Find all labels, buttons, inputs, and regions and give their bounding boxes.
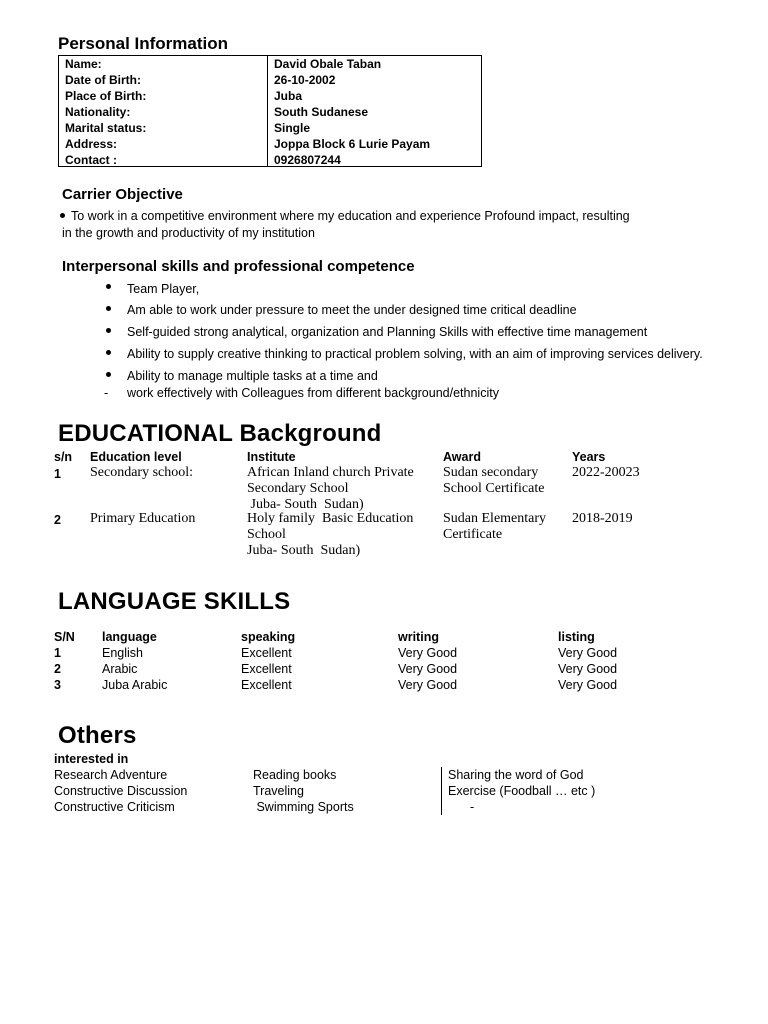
address-label: Address: bbox=[65, 137, 118, 151]
edu-award-line: Certificate bbox=[443, 527, 503, 542]
lang-writing: Very Good bbox=[398, 662, 458, 676]
marital-value: Single bbox=[274, 121, 311, 135]
name-value: David Obale Taban bbox=[274, 57, 382, 71]
objective-line-1: To work in a competitive environment where my education and experience Profound impact, resulting bbox=[71, 209, 630, 223]
table-row bbox=[59, 120, 481, 136]
skill-item: Ability to manage multiple tasks at a time and bbox=[127, 369, 378, 383]
edu-institute-line: Holy family Basic Education bbox=[247, 511, 414, 526]
interest-item: Constructive Criticism bbox=[54, 800, 175, 814]
edu-level: Secondary school: bbox=[90, 465, 194, 480]
edu-header-sn: s/n bbox=[54, 450, 73, 464]
education-heading: EDUCATIONAL Background bbox=[58, 420, 382, 447]
others-heading: Others bbox=[58, 722, 137, 749]
marital-label: Marital status: bbox=[65, 121, 147, 135]
table-row bbox=[59, 88, 481, 104]
bullet-icon bbox=[106, 306, 111, 311]
lang-sn: 1 bbox=[54, 646, 61, 660]
lang-sn: 2 bbox=[54, 662, 61, 676]
lang-listing: Very Good bbox=[558, 678, 618, 692]
edu-sn: 2 bbox=[54, 513, 61, 527]
table-row bbox=[59, 56, 481, 72]
objective-line-2: in the growth and productivity of my institution bbox=[62, 226, 315, 240]
pob-label: Place of Birth: bbox=[65, 89, 147, 103]
edu-header-level: Education level bbox=[90, 450, 182, 464]
lang-header-language: language bbox=[102, 630, 157, 644]
skill-item: Team Player, bbox=[127, 282, 200, 296]
skill-item: work effectively with Colleagues from different background/ethnicity bbox=[127, 386, 499, 400]
dob-label: Date of Birth: bbox=[65, 73, 141, 87]
column-divider bbox=[441, 767, 442, 815]
edu-institute-line: Secondary School bbox=[247, 481, 349, 496]
skill-item: Ability to supply creative thinking to practical problem solving, with an aim of improving services delivery. bbox=[127, 347, 703, 361]
edu-years: 2018-2019 bbox=[572, 511, 633, 526]
lang-speaking: Excellent bbox=[241, 646, 292, 660]
lang-header-writing: writing bbox=[398, 630, 439, 644]
edu-award-line: School Certificate bbox=[443, 481, 545, 496]
edu-institute-line: School bbox=[247, 527, 286, 542]
interest-item: Traveling bbox=[253, 784, 304, 798]
lang-name: Juba Arabic bbox=[102, 678, 168, 692]
edu-institute-line: Juba- South Sudan) bbox=[247, 497, 364, 512]
edu-sn: 1 bbox=[54, 467, 61, 481]
skills-heading: Interpersonal skills and professional competence bbox=[62, 258, 415, 275]
lang-speaking: Excellent bbox=[241, 678, 292, 692]
edu-years: 2022-20023 bbox=[572, 465, 640, 480]
edu-header-institute: Institute bbox=[247, 450, 296, 464]
objective-heading: Carrier Objective bbox=[62, 186, 183, 203]
bullet-icon bbox=[106, 328, 111, 333]
table-row bbox=[59, 136, 481, 152]
personal-info-table bbox=[58, 55, 482, 167]
bullet-icon bbox=[106, 350, 111, 355]
interested-in-label: interested in bbox=[54, 752, 129, 766]
dash-marker: - bbox=[104, 386, 109, 400]
table-row bbox=[59, 152, 481, 168]
lang-listing: Very Good bbox=[558, 662, 618, 676]
contact-value: 0926807244 bbox=[274, 153, 341, 167]
interest-item: Exercise (Foodball … etc ) bbox=[448, 784, 596, 798]
bullet-icon bbox=[106, 372, 111, 377]
dob-value: 26-10-2002 bbox=[274, 73, 336, 87]
lang-header-sn: S/N bbox=[54, 630, 75, 644]
skill-item: Self-guided strong analytical, organization and Planning Skills with effective time management bbox=[127, 325, 648, 339]
lang-sn: 3 bbox=[54, 678, 61, 692]
address-value: Joppa Block 6 Lurie Payam bbox=[274, 137, 431, 151]
contact-label: Contact : bbox=[65, 153, 117, 167]
nationality-value: South Sudanese bbox=[274, 105, 369, 119]
bullet-icon bbox=[106, 284, 111, 289]
edu-header-years: Years bbox=[572, 450, 606, 464]
table-row bbox=[59, 72, 481, 88]
nationality-label: Nationality: bbox=[65, 105, 131, 119]
lang-speaking: Excellent bbox=[241, 662, 292, 676]
interest-item: Constructive Discussion bbox=[54, 784, 188, 798]
lang-listing: Very Good bbox=[558, 646, 618, 660]
edu-award-line: Sudan Elementary bbox=[443, 511, 547, 526]
name-label: Name: bbox=[65, 57, 102, 71]
edu-institute-line: African Inland church Private bbox=[247, 465, 414, 480]
personal-info-heading: Personal Information bbox=[58, 34, 229, 53]
bullet-icon bbox=[60, 213, 65, 218]
lang-writing: Very Good bbox=[398, 646, 458, 660]
lang-name: Arabic bbox=[102, 662, 138, 676]
interest-item: Swimming Sports bbox=[253, 800, 354, 814]
table-row bbox=[59, 104, 481, 120]
skill-item: Am able to work under pressure to meet the under designed time critical deadline bbox=[127, 303, 577, 317]
language-heading: LANGUAGE SKILLS bbox=[58, 588, 291, 615]
interest-item: Sharing the word of God bbox=[448, 768, 584, 782]
edu-institute-line: Juba- South Sudan) bbox=[247, 543, 361, 558]
interest-item: - bbox=[470, 800, 475, 814]
edu-header-award: Award bbox=[443, 450, 481, 464]
interest-item: Research Adventure bbox=[54, 768, 168, 782]
lang-writing: Very Good bbox=[398, 678, 458, 692]
lang-name: English bbox=[102, 646, 143, 660]
pob-value: Juba bbox=[274, 89, 303, 103]
interest-item: Reading books bbox=[253, 768, 337, 782]
edu-level: Primary Education bbox=[90, 511, 196, 526]
edu-award-line: Sudan secondary bbox=[443, 465, 539, 480]
lang-header-speaking: speaking bbox=[241, 630, 296, 644]
lang-header-listing: listing bbox=[558, 630, 595, 644]
